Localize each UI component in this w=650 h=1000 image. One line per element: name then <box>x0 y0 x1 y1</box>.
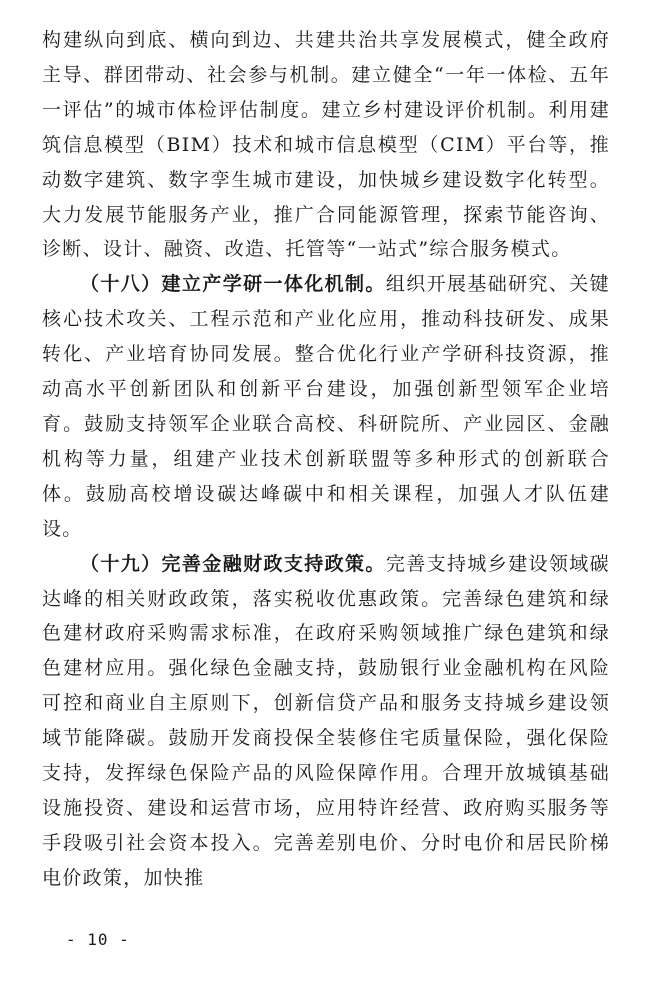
paragraph-section-19 <box>42 547 610 896</box>
paragraph-body: 组织开展基础研究、关键核心技术攻关、工程示范和产业化应用，推动科技研发、成果转化、产业培育协同发展。整合优化行业产学研科技资源，推动高水平创新团队和创新平台建设，加强创新型领军企业培育。鼓励支持领军企业联合高校、科研院所、产业园区、金融机构等力量，组建产业技术创新联盟等多种形式的创新联合体。鼓励高校增设碳达峰碳中和相关课程，加强人才队伍建设。 <box>42 273 610 540</box>
paragraph-section-18 <box>42 267 610 546</box>
page-number: - 10 - <box>66 930 130 949</box>
paragraph-continued <box>42 23 610 267</box>
body-text <box>42 23 610 896</box>
section-heading: （十九）完善金融财政支持政策。 <box>80 552 386 575</box>
section-heading: （十八）建立产学研一体化机制。 <box>80 273 386 296</box>
paragraph-body: 完善支持城乡建设领域碳达峰的相关财政政策，落实税收优惠政策。完善绿色建筑和绿色建材政府采购需求标准，在政府采购领域推广绿色建筑和绿色建材应用。强化绿色金融支持，鼓励银行业金融机构在风险可控和商业自主原则下，创新信贷产品和服务支持城乡建设领域节能降碳。鼓励开发商投保全装修住宅质量保险，强化保险支持，发挥绿色保险产品的风险保障作用。合理开放城镇基础设施投资、建设和运营市场，应用特许经营、政府购买服务等手段吸引社会资本投入。完善差别电价、分时电价和居民阶梯电价政策，加快推 <box>42 552 610 889</box>
paragraph-body: 构建纵向到底、横向到边、共建共治共享发展模式，健全政府主导、群团带动、社会参与机制。建立健全“一年一体检、五年一评估”的城市体检评估制度。建立乡村建设评价机制。利用建筑信息模型（BIM）技术和城市信息模型（CIM）平台等，推动数字建筑、数字孪生城市建设，加快城乡建设数字化转型。大力发展节能服务产业，推广合同能源管理，探索节能咨询、诊断、设计、融资、改造、托管等“一站式”综合服务模式。 <box>42 29 610 261</box>
